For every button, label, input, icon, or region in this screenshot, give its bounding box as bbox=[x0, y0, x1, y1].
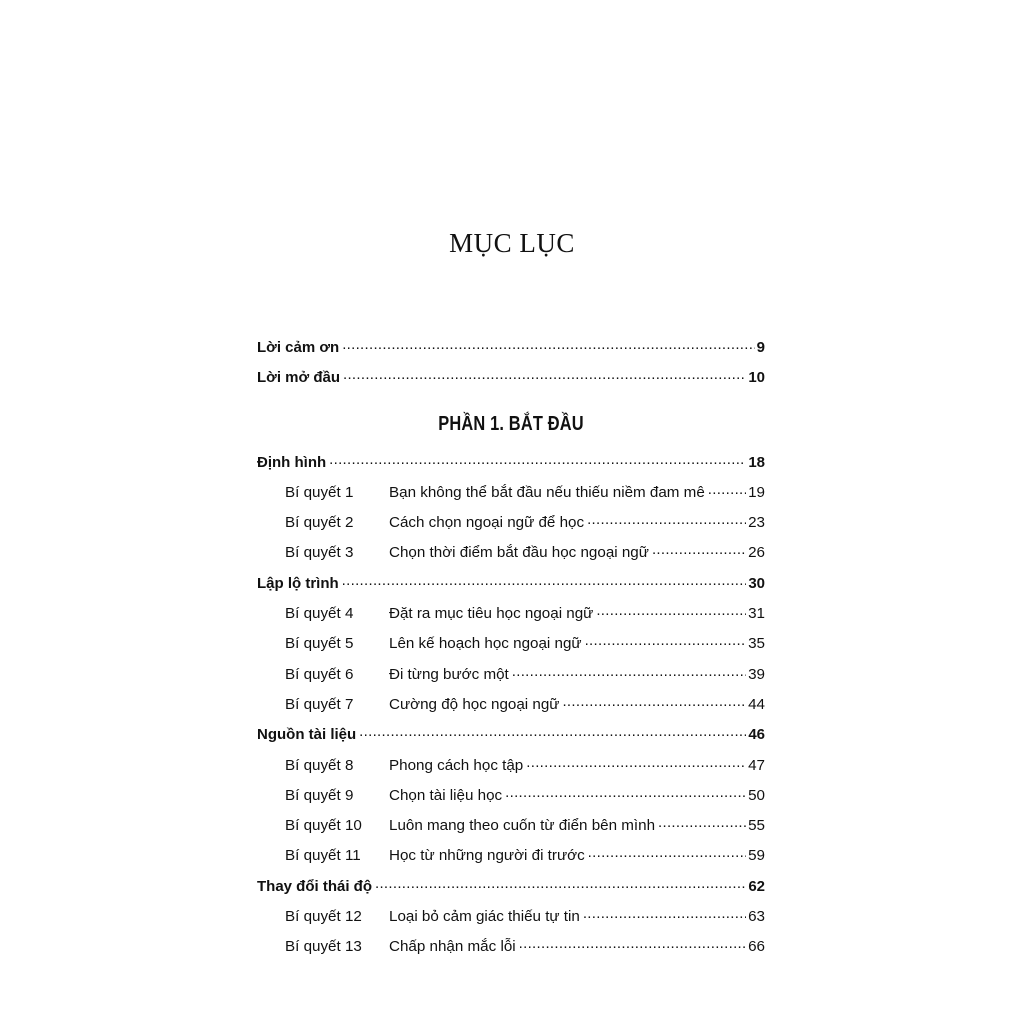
toc-item bbox=[257, 508, 765, 538]
toc-item bbox=[257, 660, 765, 690]
page-title: MỤC LỤC bbox=[449, 228, 575, 258]
dot-leader bbox=[526, 756, 746, 770]
toc-item-page: 66 bbox=[748, 938, 765, 956]
toc-entry-page: 9 bbox=[756, 339, 765, 356]
dot-leader bbox=[512, 665, 746, 679]
toc-item bbox=[257, 599, 765, 629]
toc-item-number: Bí quyết 4 bbox=[285, 605, 354, 623]
toc-item-number: Bí quyết 13 bbox=[285, 938, 362, 956]
toc-item-title: Bạn không thể bắt đầu nếu thiếu niềm đam mê bbox=[389, 483, 705, 501]
toc-item-title: Chọn thời điểm bắt đầu học ngoại ngữ bbox=[389, 544, 649, 562]
toc-item bbox=[257, 811, 765, 841]
toc-section-page: 30 bbox=[748, 574, 765, 592]
dot-leader bbox=[652, 543, 746, 557]
toc-item bbox=[257, 538, 765, 568]
toc-section-page: 46 bbox=[748, 726, 765, 744]
toc-entry-label: Lời cảm ơn bbox=[257, 339, 340, 356]
toc-item-number: Bí quyết 10 bbox=[285, 817, 362, 835]
dot-leader bbox=[585, 634, 747, 648]
toc-section bbox=[257, 872, 765, 902]
toc-item bbox=[257, 781, 765, 811]
toc-item-title: Đặt ra mục tiêu học ngoại ngữ bbox=[389, 605, 594, 623]
dot-leader bbox=[588, 846, 746, 860]
toc-section-page: 62 bbox=[748, 877, 765, 895]
toc-item-title: Chấp nhận mắc lỗi bbox=[389, 938, 516, 956]
toc-section-label: Lập lộ trình bbox=[257, 574, 339, 592]
toc-item bbox=[257, 478, 765, 508]
toc-item-title: Đi từng bước một bbox=[389, 665, 509, 683]
toc-item-number: Bí quyết 6 bbox=[285, 665, 354, 683]
toc-item-title: Phong cách học tập bbox=[389, 756, 524, 774]
toc-item-title: Chọn tài liệu học bbox=[389, 786, 503, 804]
toc-item-number: Bí quyết 8 bbox=[285, 756, 354, 774]
toc-item bbox=[257, 841, 765, 871]
toc-item-page: 31 bbox=[748, 605, 765, 623]
toc-item-title: Học từ những người đi trước bbox=[389, 847, 585, 865]
toc-entry-page: 10 bbox=[748, 369, 765, 387]
toc-item-number: Bí quyết 12 bbox=[285, 908, 362, 926]
toc-item bbox=[257, 751, 765, 781]
toc-section bbox=[257, 569, 765, 599]
toc-section bbox=[257, 720, 765, 750]
toc-item bbox=[257, 629, 765, 659]
toc-item-page: 50 bbox=[748, 786, 765, 804]
toc-item bbox=[257, 690, 765, 720]
dot-leader bbox=[505, 786, 746, 800]
part-heading: PHẦN 1. BẮT ĐẦU bbox=[438, 412, 584, 435]
toc-item-title: Cách chọn ngoại ngữ để học bbox=[389, 514, 585, 532]
toc-item-page: 47 bbox=[748, 756, 765, 774]
toc-item-number: Bí quyết 3 bbox=[285, 544, 354, 562]
toc-entry-label: Lời mở đầu bbox=[257, 369, 340, 387]
dot-leader bbox=[562, 695, 746, 709]
dot-leader bbox=[596, 604, 746, 618]
toc-item-number: Bí quyết 7 bbox=[285, 695, 354, 713]
toc-item-number: Bí quyết 9 bbox=[285, 786, 354, 804]
dot-leader bbox=[375, 877, 746, 891]
table-of-contents bbox=[257, 333, 765, 963]
toc-item-number: Bí quyết 1 bbox=[285, 483, 354, 501]
toc-item-page: 63 bbox=[748, 908, 765, 926]
toc-item-page: 35 bbox=[748, 635, 765, 653]
toc-item-title: Loại bỏ cảm giác thiếu tự tin bbox=[389, 908, 580, 926]
toc-item-page: 39 bbox=[748, 665, 765, 683]
toc-section-label: Nguồn tài liệu bbox=[257, 726, 357, 744]
dot-leader bbox=[583, 907, 746, 921]
toc-item-title: Lên kế hoạch học ngoại ngữ bbox=[389, 635, 582, 653]
toc-item-page: 59 bbox=[748, 847, 765, 865]
dot-leader bbox=[342, 338, 754, 352]
dot-leader bbox=[708, 483, 746, 497]
toc-section-label: Thay đổi thái độ bbox=[257, 877, 372, 895]
dot-leader bbox=[658, 816, 746, 830]
dot-leader bbox=[342, 574, 747, 588]
toc-item-number: Bí quyết 11 bbox=[285, 847, 361, 865]
dot-leader bbox=[329, 453, 746, 467]
toc-section-page: 18 bbox=[748, 453, 765, 471]
toc-item bbox=[257, 932, 765, 962]
toc-section bbox=[257, 448, 765, 478]
dot-leader bbox=[519, 937, 746, 951]
toc-item-title: Cường độ học ngoại ngữ bbox=[389, 695, 560, 713]
dot-leader bbox=[343, 368, 746, 382]
toc-item-number: Bí quyết 5 bbox=[285, 635, 354, 653]
toc-entry-preface bbox=[257, 363, 765, 393]
toc-item-page: 26 bbox=[748, 544, 765, 562]
toc-item-page: 19 bbox=[748, 483, 765, 501]
toc-item-number: Bí quyết 2 bbox=[285, 514, 354, 532]
dot-leader bbox=[359, 725, 746, 739]
toc-item bbox=[257, 902, 765, 932]
toc-item-title: Luôn mang theo cuốn từ điển bên mình bbox=[389, 817, 656, 835]
toc-section-label: Định hình bbox=[257, 453, 327, 471]
toc-item-page: 55 bbox=[748, 817, 765, 835]
toc-item-page: 23 bbox=[748, 514, 765, 532]
toc-item-page: 44 bbox=[748, 695, 765, 713]
dot-leader bbox=[587, 513, 746, 527]
toc-entry-acknowledgements bbox=[257, 333, 765, 363]
